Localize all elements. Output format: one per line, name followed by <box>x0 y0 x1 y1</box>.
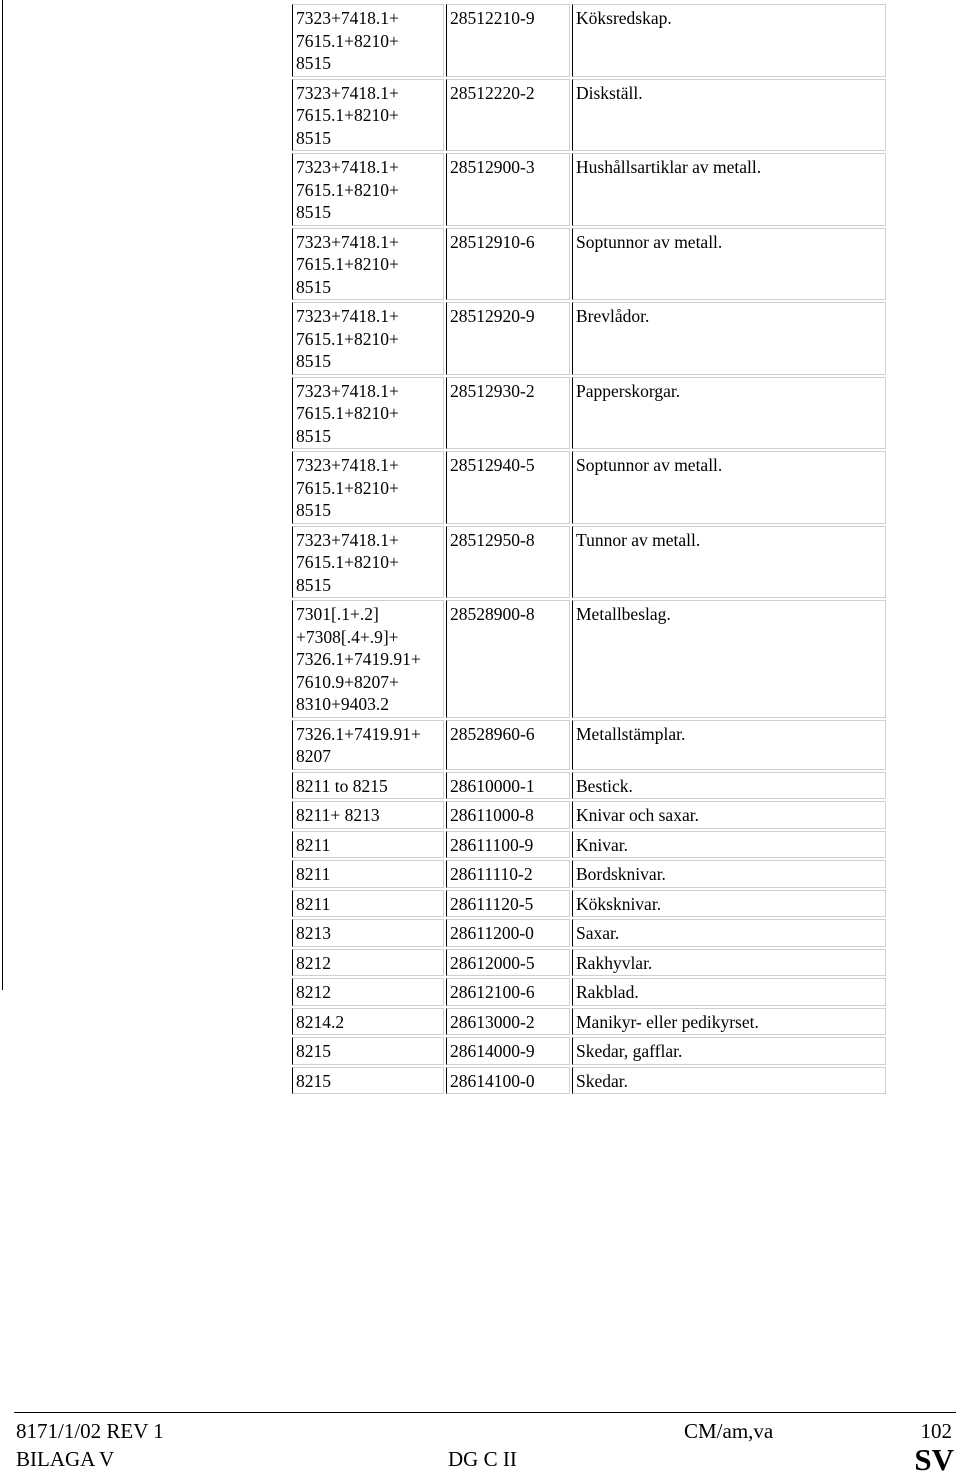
cn-code-cell: 7323+7418.1+ 7615.1+8210+ 8515 <box>292 79 444 152</box>
cn-code-cell: 7323+7418.1+ 7615.1+8210+ 8515 <box>292 153 444 226</box>
cpv-code-cell: 28512910-6 <box>446 228 570 301</box>
table-row <box>292 1008 886 1036</box>
cn-code-cell: 7323+7418.1+ 7615.1+8210+ 8515 <box>292 4 444 77</box>
cn-code-cell: 8211 to 8215 <box>292 772 444 800</box>
table-row <box>292 720 886 770</box>
cn-code-cell: 7323+7418.1+ 7615.1+8210+ 8515 <box>292 451 444 524</box>
cpv-code-cell: 28611100-9 <box>446 831 570 859</box>
document-code: 8171/1/02 REV 1 <box>16 1419 164 1443</box>
cpv-code-cell: 28512950-8 <box>446 526 570 599</box>
annex-label: BILAGA V <box>16 1447 115 1471</box>
description-cell: Brevlådor. <box>572 302 886 375</box>
description-cell: Tunnor av metall. <box>572 526 886 599</box>
description-cell: Skedar. <box>572 1067 886 1095</box>
cn-code-cell: 7323+7418.1+ 7615.1+8210+ 8515 <box>292 377 444 450</box>
cn-code-cell: 8211 <box>292 860 444 888</box>
table-row <box>292 801 886 829</box>
description-cell: Köksknivar. <box>572 890 886 918</box>
description-cell: Hushållsartiklar av metall. <box>572 153 886 226</box>
description-cell: Soptunnor av metall. <box>572 228 886 301</box>
description-cell: Papperskorgar. <box>572 377 886 450</box>
cpv-code-cell: 28610000-1 <box>446 772 570 800</box>
cpv-code-cell: 28611200-0 <box>446 919 570 947</box>
table-row <box>292 890 886 918</box>
table-row <box>292 4 886 77</box>
table-row <box>292 377 886 450</box>
cn-code-cell: 8214.2 <box>292 1008 444 1036</box>
cpv-code-cell: 28612000-5 <box>446 949 570 977</box>
table-row <box>292 228 886 301</box>
cn-code-cell: 7301[.1+.2] +7308[.4+.9]+ 7326.1+7419.91+ 7610.9+8207+ 8310+9403.2 <box>292 600 444 718</box>
page-number: 102 <box>920 1419 952 1443</box>
table-row <box>292 949 886 977</box>
description-cell: Metallstämplar. <box>572 720 886 770</box>
description-cell: Manikyr- eller pedikyrset. <box>572 1008 886 1036</box>
cpv-code-cell: 28611000-8 <box>446 801 570 829</box>
table-row <box>292 978 886 1006</box>
description-cell: Knivar. <box>572 831 886 859</box>
cpv-code-cell: 28512210-9 <box>446 4 570 77</box>
author-initials: CM/am,va <box>684 1419 774 1443</box>
cn-code-cell: 7323+7418.1+ 7615.1+8210+ 8515 <box>292 228 444 301</box>
description-cell: Knivar och saxar. <box>572 801 886 829</box>
cn-code-cell: 7323+7418.1+ 7615.1+8210+ 8515 <box>292 526 444 599</box>
description-cell: Rakhyvlar. <box>572 949 886 977</box>
description-cell: Metallbeslag. <box>572 600 886 718</box>
cn-code-cell: 8211 <box>292 890 444 918</box>
directorate-label: DG C II <box>448 1447 517 1471</box>
description-cell: Skedar, gafflar. <box>572 1037 886 1065</box>
cn-code-cell: 7326.1+7419.91+ 8207 <box>292 720 444 770</box>
cpv-code-table <box>290 2 888 1096</box>
table-row <box>292 79 886 152</box>
description-cell: Diskställ. <box>572 79 886 152</box>
table-row <box>292 600 886 718</box>
footer-rule <box>14 1412 956 1413</box>
cpv-code-cell: 28612100-6 <box>446 978 570 1006</box>
cpv-code-cell: 28613000-2 <box>446 1008 570 1036</box>
cn-code-cell: 7323+7418.1+ 7615.1+8210+ 8515 <box>292 302 444 375</box>
table-row <box>292 451 886 524</box>
table-row <box>292 772 886 800</box>
description-cell: Soptunnor av metall. <box>572 451 886 524</box>
table-row <box>292 302 886 375</box>
cpv-code-cell: 28614000-9 <box>446 1037 570 1065</box>
cn-code-cell: 8215 <box>292 1037 444 1065</box>
page-footer <box>16 1417 956 1475</box>
table-row <box>292 1067 886 1095</box>
cn-code-cell: 8211+ 8213 <box>292 801 444 829</box>
cpv-code-cell: 28528960-6 <box>446 720 570 770</box>
table-row <box>292 860 886 888</box>
cpv-code-cell: 28512920-9 <box>446 302 570 375</box>
cn-code-cell: 8212 <box>292 949 444 977</box>
table-row <box>292 1037 886 1065</box>
table-row <box>292 831 886 859</box>
language-code: SV <box>914 1442 954 1477</box>
table-row <box>292 153 886 226</box>
description-cell: Bordsknivar. <box>572 860 886 888</box>
cn-code-cell: 8212 <box>292 978 444 1006</box>
cpv-code-cell: 28528900-8 <box>446 600 570 718</box>
description-cell: Rakblad. <box>572 978 886 1006</box>
cpv-code-cell: 28512940-5 <box>446 451 570 524</box>
cn-code-cell: 8211 <box>292 831 444 859</box>
cpv-code-cell: 28512900-3 <box>446 153 570 226</box>
table-row <box>292 526 886 599</box>
cpv-code-cell: 28611110-2 <box>446 860 570 888</box>
cpv-code-cell: 28611120-5 <box>446 890 570 918</box>
description-cell: Köksredskap. <box>572 4 886 77</box>
table-row <box>292 919 886 947</box>
cpv-code-cell: 28512220-2 <box>446 79 570 152</box>
cn-code-cell: 8213 <box>292 919 444 947</box>
cn-code-cell: 8215 <box>292 1067 444 1095</box>
table-body <box>292 4 886 1094</box>
cpv-code-cell: 28512930-2 <box>446 377 570 450</box>
cpv-code-cell: 28614100-0 <box>446 1067 570 1095</box>
description-cell: Saxar. <box>572 919 886 947</box>
left-margin-rule <box>2 0 3 990</box>
description-cell: Bestick. <box>572 772 886 800</box>
